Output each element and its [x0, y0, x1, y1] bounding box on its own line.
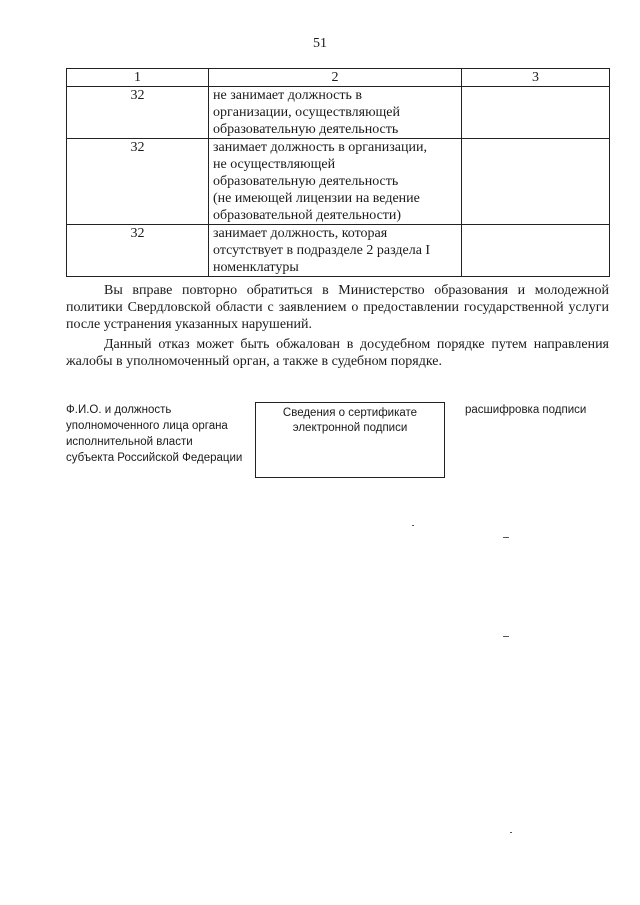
header-col-3: 3 — [462, 69, 610, 87]
scan-speck — [503, 537, 509, 538]
paragraph-reapply: Вы вправе повторно обратиться в Министерство образования и молодежной политики Свердловской области с заявлением о предоставлении государственной услуги после устранения указанных нарушений. — [66, 283, 609, 332]
row-note — [462, 225, 610, 277]
scan-speck — [412, 525, 414, 526]
row-code: 32 — [67, 225, 209, 277]
row-code: 32 — [67, 87, 209, 139]
row-note — [462, 87, 610, 139]
table-header-row — [67, 69, 610, 87]
signature-decoding-label: расшифровка подписи — [465, 404, 587, 416]
row-code: 32 — [67, 139, 209, 225]
row-reason: занимает должность, которая отсутствует в подразделе 2 раздела I номенклатуры — [209, 225, 462, 277]
row-note — [462, 139, 610, 225]
table-row — [67, 87, 610, 139]
reasons-table — [66, 68, 610, 277]
row-reason: занимает должность в организации, не осуществляющей образовательную деятельность (не имеющей лицензии на ведение образовательной деятельности) — [209, 139, 462, 225]
scan-speck — [503, 636, 509, 637]
table-row — [67, 225, 610, 277]
row-reason: не занимает должность в организации, осуществляющей образовательную деятельность — [209, 87, 462, 139]
header-col-1: 1 — [67, 69, 209, 87]
e-signature-certificate-box: Сведения о сертификате электронной подписи — [255, 402, 445, 478]
signatory-label: Ф.И.О. и должность уполномоченного лица органа исполнительной власти субъекта Российской Федерации — [66, 404, 243, 464]
header-col-2: 2 — [209, 69, 462, 87]
table-row — [67, 139, 610, 225]
page-number: 51 — [313, 36, 327, 51]
paragraph-appeal: Данный отказ может быть обжалован в досудебном порядке путем направления жалобы в уполномоченный орган, а также в судебном порядке. — [66, 337, 609, 369]
scan-speck — [510, 832, 512, 833]
